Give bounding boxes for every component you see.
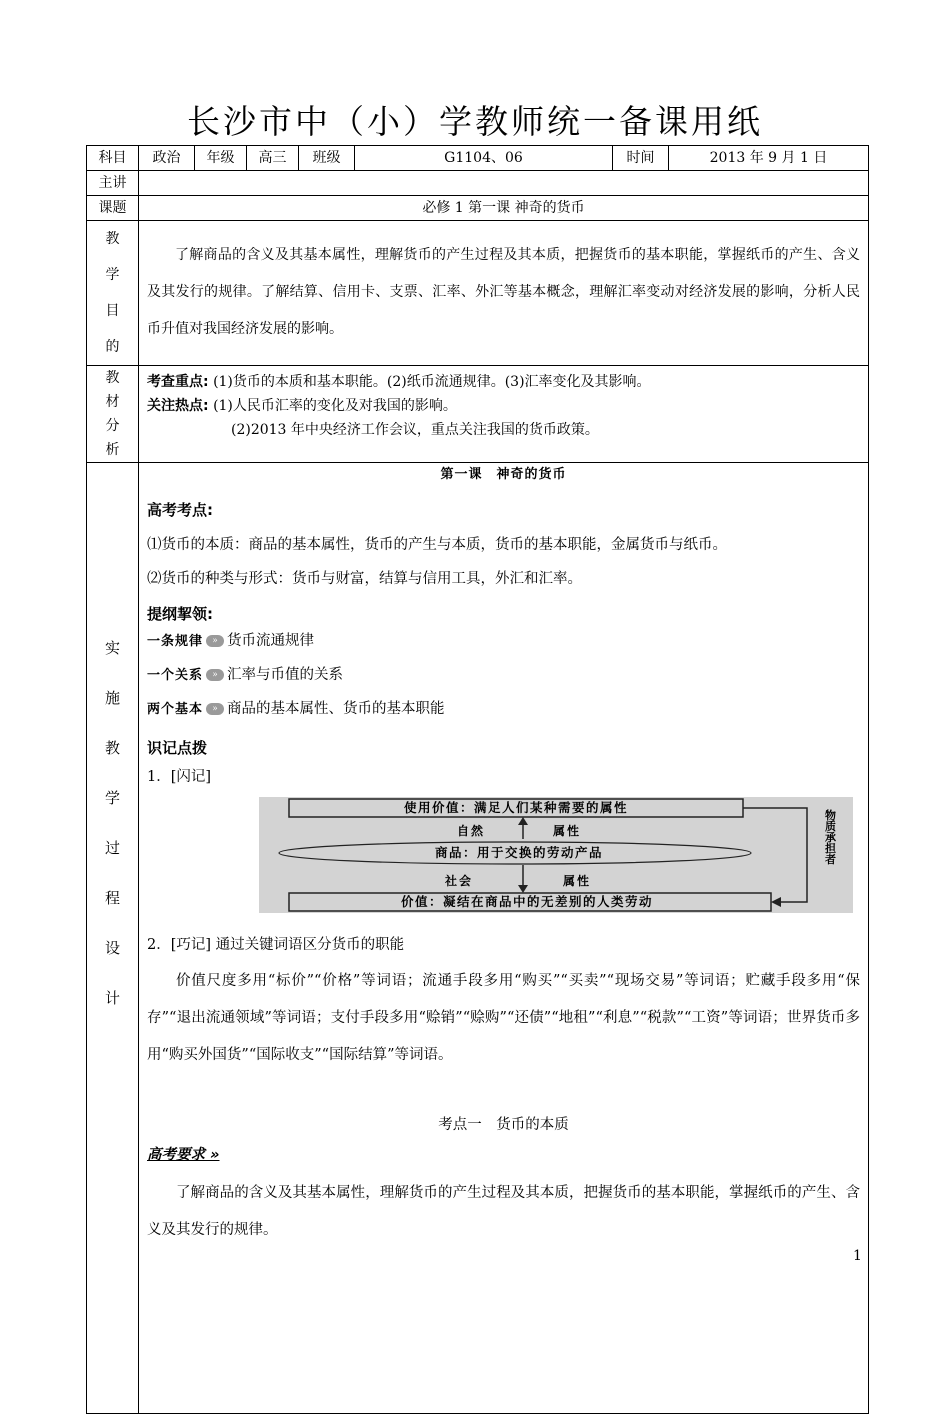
subject-label: 科目 xyxy=(87,146,139,171)
class-value: G1104、06 xyxy=(355,146,613,171)
impl-label-char: 计 xyxy=(104,989,120,1007)
outline-item xyxy=(147,667,860,684)
topic-value: 必修 1 第一课 神奇的货币 xyxy=(139,196,869,221)
up-arrow-icon xyxy=(518,817,528,825)
grade-value: 高三 xyxy=(247,146,299,171)
header-row xyxy=(87,146,869,171)
use-value-text: 使用价值：满足人们某种需要的属性 xyxy=(403,800,629,815)
double-chevron-icon: » xyxy=(205,1147,220,1163)
hot-topics-text-2: (2)2013 年中央经济工作会议，重点关注我国的货币政策。 xyxy=(231,422,599,438)
goals-label-char: 的 xyxy=(105,339,120,355)
outline-text: 汇率与币值的关系 xyxy=(227,667,344,683)
implementation-label xyxy=(87,463,139,1414)
commodity-diagram xyxy=(259,797,853,913)
social-label: 社会 xyxy=(444,874,474,888)
material-bearer-label: 物质承担者 xyxy=(823,809,837,865)
natural-label: 自然 xyxy=(456,824,486,838)
analysis-label-char: 分 xyxy=(105,418,120,434)
flash-label: 1．[闪记] xyxy=(147,769,212,785)
key-points-text: (1)货币的本质和基本职能。(2)纸币流通规律。(3)汇率变化及其影响。 xyxy=(213,374,651,390)
double-arrow-icon: » xyxy=(206,669,224,681)
exam-points-heading: 高考考点: xyxy=(147,501,213,519)
time-label: 时间 xyxy=(613,146,669,171)
implementation-row xyxy=(87,463,869,1414)
hot-topics-text-1: (1)人民币汇率的变化及对我国的影响。 xyxy=(213,398,457,414)
impl-label-char: 施 xyxy=(104,689,120,707)
impl-label-char: 学 xyxy=(104,789,120,807)
outline-tag: 一条规律 xyxy=(147,634,204,649)
smart-line xyxy=(147,937,860,954)
exam-point-1: ⑴货币的本质：商品的基本属性，货币的产生与本质，货币的基本职能，金属货币与纸币。 xyxy=(147,537,727,553)
requirements-heading-text: 高考要求 xyxy=(147,1147,205,1163)
outline-item xyxy=(147,633,860,650)
analysis-row xyxy=(87,366,869,463)
goals-row xyxy=(87,221,869,366)
attribute-label-2: 属性 xyxy=(562,874,592,888)
commodity-text: 商品：用于交换的劳动产品 xyxy=(434,845,604,860)
goals-label xyxy=(87,221,139,366)
outline-tag: 两个基本 xyxy=(147,702,204,717)
side-connector-line xyxy=(743,808,807,902)
double-arrow-icon: » xyxy=(206,703,224,715)
class-label: 班级 xyxy=(299,146,355,171)
smart-heading: 通过关键词语区分货币的职能 xyxy=(215,937,405,953)
goals-label-char: 目 xyxy=(105,303,120,319)
topic-row xyxy=(87,196,869,221)
implementation-content xyxy=(139,463,869,1414)
analysis-content xyxy=(139,366,869,463)
outline-item xyxy=(147,701,860,718)
impl-label-char: 设 xyxy=(104,939,120,957)
hot-topics-label: 关注热点: xyxy=(147,398,209,414)
key-points-line xyxy=(147,370,860,394)
memo-heading: 识记点拨 xyxy=(147,739,208,757)
hot-topics-line xyxy=(147,394,860,418)
topic-label: 课题 xyxy=(87,196,139,221)
page-title: 长沙市中（小）学教师统一备课用纸 xyxy=(187,102,763,141)
smart-text: 价值尺度多用“标价”“价格”等词语；流通手段多用“购买”“买卖”“现场交易”等词语；贮藏手段多用“保存”“退出流通领域”等词语；支付手段多用“赊销”“赊购”“还债”“地租”“利息”“税款”“工资”等词语；世界货币多用“购买外国货”“国际收支”“国际结算”等词语。 xyxy=(147,973,860,1063)
commodity-diagram-svg xyxy=(259,797,853,913)
page-number: 1 xyxy=(853,1248,862,1264)
goals-label-char: 学 xyxy=(105,267,120,283)
lecturer-label: 主讲 xyxy=(87,171,139,196)
analysis-label-char: 材 xyxy=(105,394,120,410)
requirements-text: 了解商品的含义及其基本属性，理解货币的产生过程及其本质，把握货币的基本职能，掌握纸币的产生、含义及其发行的规律。 xyxy=(147,1185,860,1238)
attribute-label-1: 属性 xyxy=(552,824,582,838)
grade-label: 年级 xyxy=(195,146,247,171)
goals-text: 了解商品的含义及其基本属性，理解货币的产生过程及其本质，把握货币的基本职能，掌握纸币的产生、含义及其发行的规律。了解结算、信用卡、支票、汇率、外汇等基本概念，理解汇率变动对经济发展的影响，分析人民币升值对我国经济发展的影响。 xyxy=(139,221,869,366)
analysis-label-char: 教 xyxy=(105,370,120,386)
down-arrow-icon xyxy=(518,885,528,893)
side-arrow-icon xyxy=(771,897,781,907)
smart-label: 2．[巧记] xyxy=(147,937,212,953)
exam-point-2: ⑵货币的种类与形式：货币与财富，结算与信用工具，外汇和汇率。 xyxy=(147,571,582,587)
impl-label-char: 实 xyxy=(104,639,120,657)
value-text: 价值：凝结在商品中的无差别的人类劳动 xyxy=(400,894,654,909)
outline-tag: 一个关系 xyxy=(147,668,204,683)
goals-label-char: 教 xyxy=(105,231,120,247)
impl-label-char: 程 xyxy=(104,889,120,907)
impl-label-char: 教 xyxy=(104,739,120,757)
lesson-plan-table xyxy=(86,145,869,1414)
double-arrow-icon: » xyxy=(206,635,224,647)
impl-label-char: 过 xyxy=(104,839,120,857)
outline-text: 货币流通规律 xyxy=(227,633,315,649)
lesson-title: 第一课 神奇的货币 xyxy=(440,467,567,482)
analysis-label-char: 析 xyxy=(105,442,120,458)
key-points-label: 考查重点: xyxy=(147,374,209,390)
lecturer-row xyxy=(87,171,869,196)
requirements-heading xyxy=(147,1147,860,1164)
outline-text: 商品的基本属性、货币的基本职能 xyxy=(227,701,445,717)
kaodian-title: 考点一 货币的本质 xyxy=(438,1117,569,1133)
subject-value: 政治 xyxy=(139,146,195,171)
lecturer-value xyxy=(139,171,869,196)
analysis-label xyxy=(87,366,139,463)
outline-heading: 提纲挈领: xyxy=(147,605,213,623)
time-value: 2013 年 9 月 1 日 xyxy=(669,146,869,171)
